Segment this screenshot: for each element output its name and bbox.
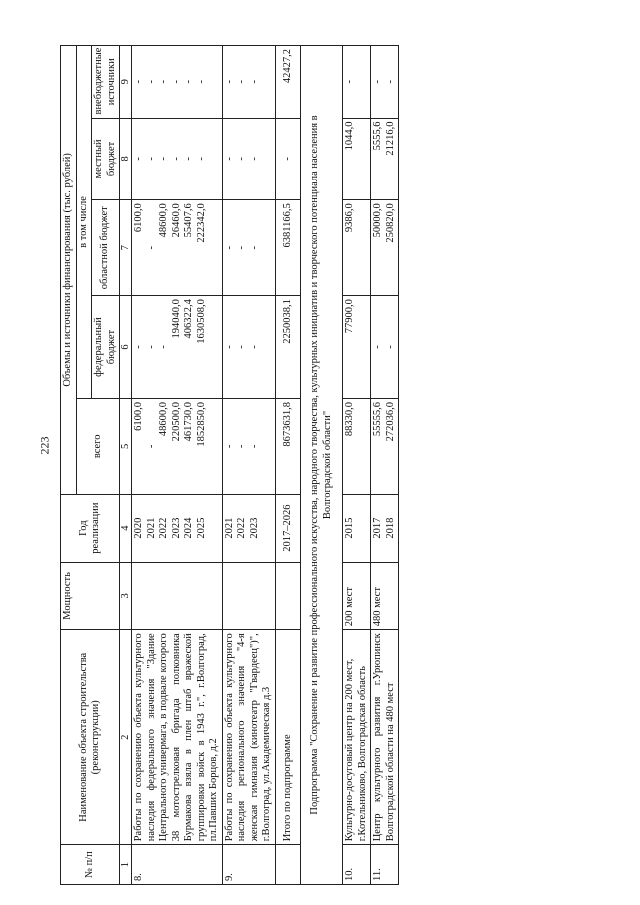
subprogram-row — [301, 46, 343, 885]
header-extra: внебюджетные источники — [92, 46, 120, 119]
total-cell: 88330,0 — [343, 398, 371, 494]
capacity: 480 мест — [371, 562, 399, 630]
local-cell: 1044,0 — [343, 118, 371, 200]
column-index-row — [120, 46, 132, 885]
capacity — [132, 562, 223, 630]
funding-table — [60, 45, 399, 885]
col-index: 7 — [120, 200, 132, 296]
object-name: Работы по сохранению объекта культурного наследия федерального значения "Здание Центрального универмага, в подвале которого 38 мотострелковая бригада полковника Бурмакова взяла в плен штаб вражеской группировки войск в 1943 г.", г.Волгоград, пл.Павших Борцов, д.2 — [132, 630, 223, 845]
col-index: 3 — [120, 562, 132, 630]
col-index: 4 — [120, 494, 132, 562]
header-name: Наименование объекта строительства (реконструкции) — [61, 630, 120, 845]
capacity — [222, 562, 275, 630]
row-number: 10. — [343, 845, 371, 885]
header-num: № п/п — [61, 845, 120, 885]
subtotal-regional: 6381166,5 — [275, 200, 301, 296]
extra-cell: - - — [371, 46, 399, 119]
years-cell: 2020 2021 2022 2023 2024 2025 — [132, 494, 223, 562]
subtotal-total: 8673631,8 — [275, 398, 301, 494]
capacity: 200 мест — [343, 562, 371, 630]
subprogram-title: Подпрограмма "Сохранение и развитие профессионального искусства, народного творчества, культурных инициатив и творческого потенциала населения в Волгоградской области" — [301, 46, 343, 885]
row-number: 9. — [222, 845, 275, 885]
header-including: в том числе — [76, 46, 92, 399]
subtotal-extra: 42427,2 — [275, 46, 301, 119]
header-row-1 — [61, 46, 77, 885]
subtotal-row — [275, 46, 301, 885]
col-index: 6 — [120, 296, 132, 399]
table-row — [343, 46, 371, 885]
regional-cell: 50000,0 250820,0 — [371, 200, 399, 296]
regional-cell: 9386,0 — [343, 200, 371, 296]
years-cell: 2021 2022 2023 — [222, 494, 275, 562]
total-cell: - - - — [222, 398, 275, 494]
subtotal-years: 2017–2026 — [275, 494, 301, 562]
subtotal-local: - — [275, 118, 301, 200]
federal-cell: - - - — [222, 296, 275, 399]
header-funding: Объемы и источники финансирования (тыс. рублей) — [61, 46, 77, 495]
header-capacity: Мощность — [61, 562, 120, 630]
row-number: 11. — [371, 845, 399, 885]
header-federal: федеральный бюджет — [92, 296, 120, 399]
col-index: 1 — [120, 845, 132, 885]
local-cell: 5555,6 21216,0 — [371, 118, 399, 200]
header-year: Год реализации — [61, 494, 120, 562]
col-index: 2 — [120, 630, 132, 845]
federal-cell: - - - 194040,0 406322,4 1630508,0 — [132, 296, 223, 399]
table-row — [132, 46, 223, 885]
col-index: 9 — [120, 46, 132, 119]
row-number: 8. — [132, 845, 223, 885]
federal-cell: 77900,0 — [343, 296, 371, 399]
extra-cell: - — [343, 46, 371, 119]
total-cell: 55555,6 272036,0 — [371, 398, 399, 494]
table-row — [222, 46, 275, 885]
col-index: 5 — [120, 398, 132, 494]
object-name: Работы по сохранению объекта культурного наследия регионального значения "4-я женская гимназия (кинотеатр "Гвардеец")", г.Волгоград, ул.Академическая д.3 — [222, 630, 275, 845]
object-name: Центр культурного развития г.Урюпинск Волгоградской области на 480 мест — [371, 630, 399, 845]
regional-cell: 6100,0 - 48600,0 26460,0 55407,6 222342,0 — [132, 200, 223, 296]
subtotal-federal: 2250038,1 — [275, 296, 301, 399]
years-cell: 2015 — [343, 494, 371, 562]
regional-cell: - - - — [222, 200, 275, 296]
header-local: местный бюджет — [92, 118, 120, 200]
extra-cell: - - - — [222, 46, 275, 119]
page-number: 223 — [37, 436, 52, 455]
header-regional: областной бюджет — [92, 200, 120, 296]
rotated-table-container — [60, 45, 620, 885]
col-index: 8 — [120, 118, 132, 200]
local-cell: - - - - - - — [132, 118, 223, 200]
object-name: Культурно-досуговый центр на 200 мест, г.Котельниково, Волгоградская область — [343, 630, 371, 845]
federal-cell: - - — [371, 296, 399, 399]
local-cell: - - - — [222, 118, 275, 200]
total-cell: 6100,0 - 48600,0 220500,0 461730,0 1852850,0 — [132, 398, 223, 494]
years-cell: 2017 2018 — [371, 494, 399, 562]
table-row — [371, 46, 399, 885]
header-total: всего — [76, 398, 120, 494]
extra-cell: - - - - - - — [132, 46, 223, 119]
subtotal-label: Итого по подпрограмме — [275, 630, 301, 845]
